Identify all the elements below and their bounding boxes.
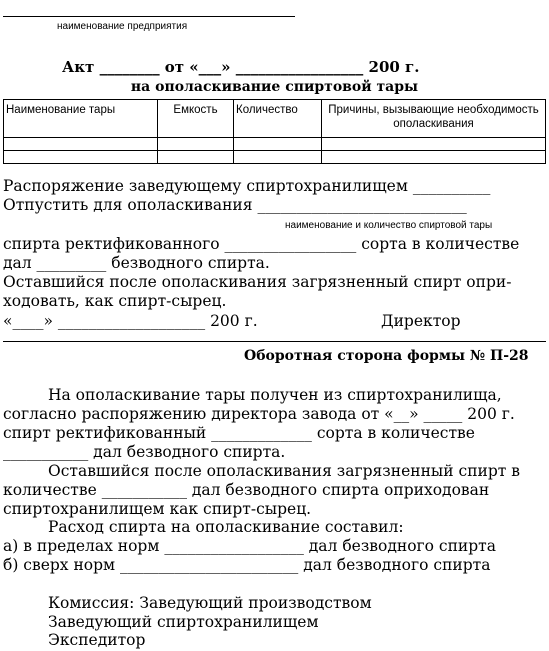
reverse-p1-line-3: спирт ректификованный _____________ сорта в количестве <box>3 424 475 442</box>
tara-table <box>3 99 546 164</box>
table-row <box>4 151 546 164</box>
order-line-1: Распоряжение заведующему спиртохранилищем __________ <box>3 177 491 195</box>
table-header-row <box>4 100 546 138</box>
reverse-p1-line-2: согласно распоряжению директора завода от «__» _____ 200 г. <box>3 405 515 423</box>
order-date-line: «____» ___________________ 200 г. <box>3 312 258 330</box>
col-header-capacity: Емкость <box>158 100 234 138</box>
section-divider <box>3 341 546 342</box>
commission-line-3: Экспедитор <box>48 631 146 649</box>
above-norms-line: б) сверх норм _______________________ дал безводного спирта <box>3 556 491 574</box>
act-title-line: Акт ________ от «___» _________________ 200 г. <box>62 58 420 76</box>
reverse-p2-line-2: количестве ___________ дал безводного спирта оприходован <box>3 481 490 499</box>
commission-line-2: Заведующий спиртохранилищем <box>48 613 319 631</box>
reverse-title: Оборотная сторона формы № П-28 <box>244 348 529 364</box>
director-label: Директор <box>381 312 461 330</box>
order-line-4: дал _________ безводного спирта. <box>3 254 270 272</box>
reverse-p2-line-1: Оставшийся после ополаскивания загрязненный спирт в <box>48 462 521 480</box>
col-header-reasons: Причины, вызывающие необходимость ополаскивания <box>322 100 546 138</box>
tara-caption: наименование и количество спиртовой тары <box>285 220 493 231</box>
col-header-quantity: Количество <box>234 100 322 138</box>
reverse-p2-line-3: спиртохранилищем как спирт-сырец. <box>3 500 312 518</box>
order-line-3: спирта ректификованного _________________ сорта в количестве <box>3 235 520 253</box>
table-row <box>4 138 546 151</box>
commission-line-1: Комиссия: Заведующий производством <box>48 594 372 612</box>
org-name-line <box>3 16 295 17</box>
reverse-p1-line-1: На ополаскивание тары получен из спиртохранилища, <box>48 386 502 404</box>
act-subtitle: на ополаскивание спиртовой тары <box>130 79 419 95</box>
within-norms-line: а) в пределах норм __________________ дал безводного спирта <box>3 537 497 555</box>
order-line-2: Отпустить для ополаскивания ___________________________ <box>3 196 467 214</box>
reverse-p1-line-4: ___________ дал безводного спирта. <box>3 443 286 461</box>
reverse-p3-line-1: Расход спирта на ополаскивание составил: <box>48 518 404 536</box>
org-name-caption: наименование предприятия <box>57 21 188 32</box>
col-header-tara-name: Наименование тары <box>4 100 158 138</box>
order-line-6: ходовать, как спирт-сырец. <box>3 292 227 310</box>
order-line-5: Оставшийся после ополаскивания загрязненный спирт опри- <box>3 273 512 291</box>
